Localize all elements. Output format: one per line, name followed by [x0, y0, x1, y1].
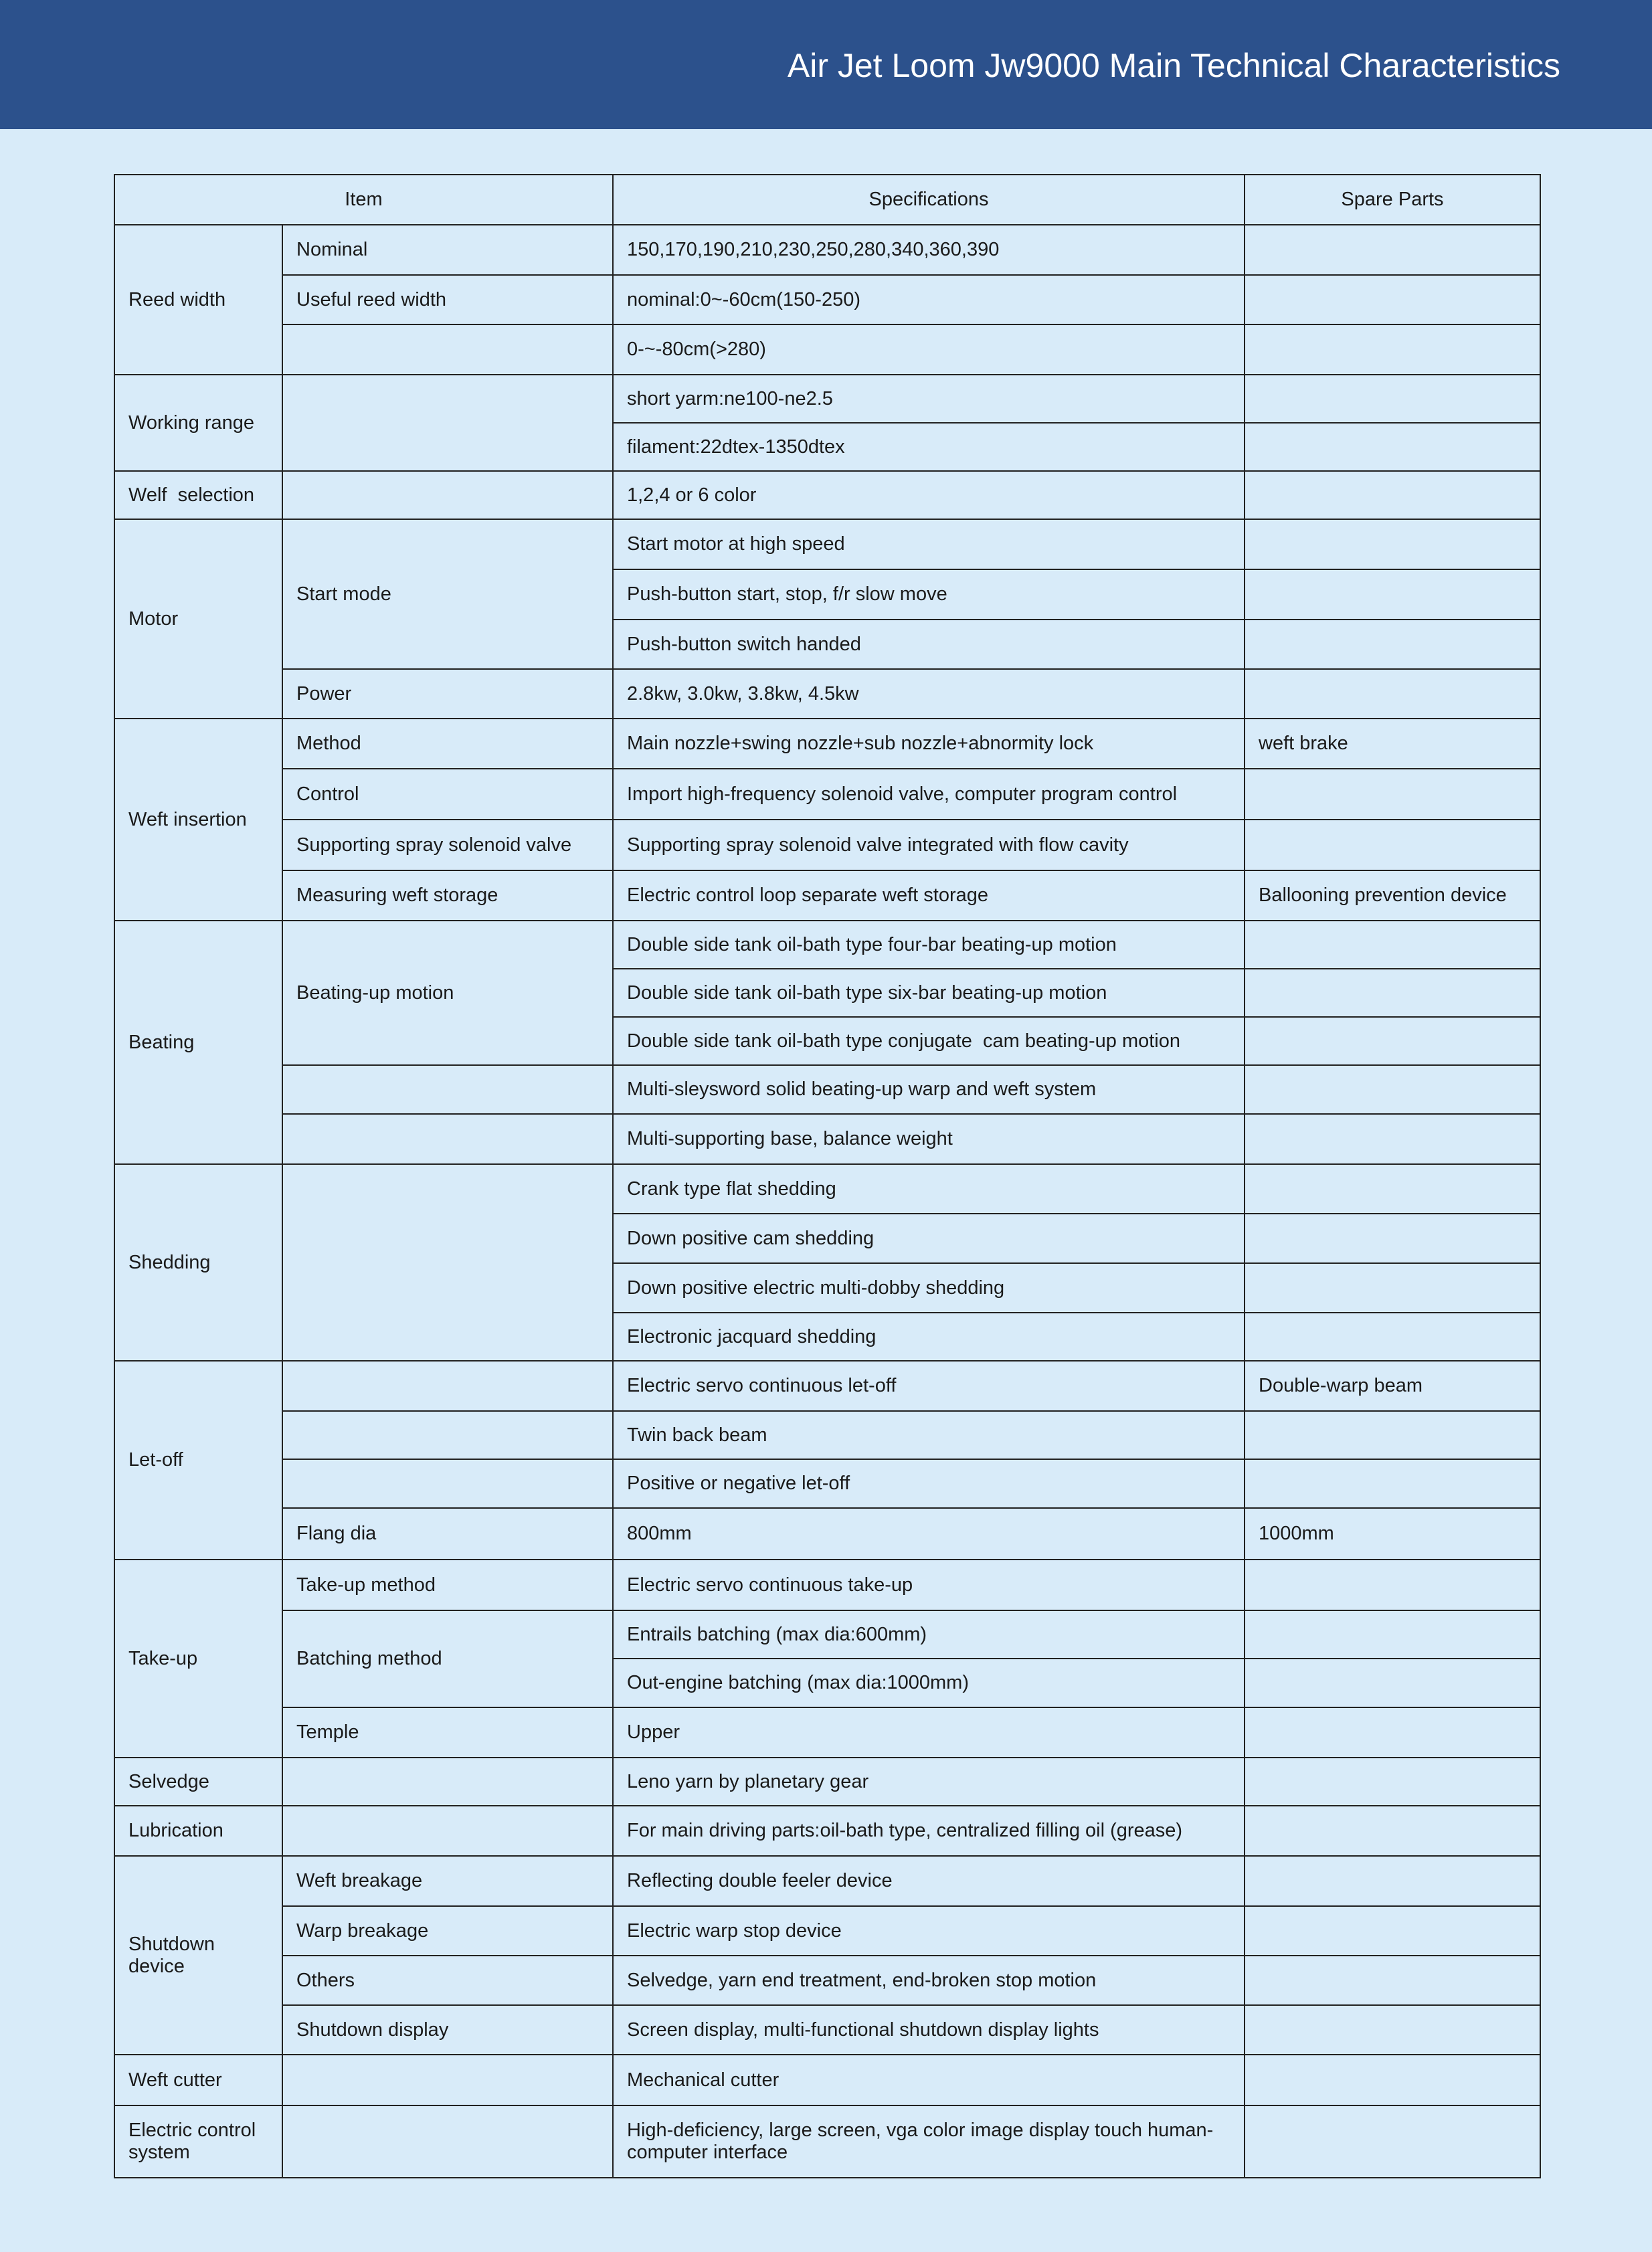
sub-item-cell: Useful reed width: [282, 275, 613, 324]
spare-cell: Double-warp beam: [1245, 1361, 1540, 1411]
spec-cell: 150,170,190,210,230,250,280,340,360,390: [613, 225, 1245, 275]
table-row: [114, 225, 1540, 275]
sub-item-cell: [282, 2105, 613, 2178]
category-cell: Take-up: [114, 1560, 282, 1758]
spec-cell: Down positive cam shedding: [613, 1214, 1245, 1263]
category-cell: Welf selection: [114, 471, 282, 519]
sub-item-cell: Shutdown display: [282, 2005, 613, 2055]
sub-item-cell: Start mode: [282, 519, 613, 669]
spare-cell: [1245, 2005, 1540, 2055]
spare-cell: [1245, 324, 1540, 375]
spare-cell: [1245, 1114, 1540, 1164]
header-banner: [0, 0, 1652, 129]
category-cell: Selvedge: [114, 1758, 282, 1806]
table-row: [114, 1361, 1540, 1411]
sub-item-cell: Weft breakage: [282, 1856, 613, 1906]
table-row: [114, 1560, 1540, 1610]
spec-cell: nominal:0~-60cm(150-250): [613, 275, 1245, 324]
spec-cell: Double side tank oil-bath type four-bar beating-up motion: [613, 921, 1245, 969]
sub-item-cell: [282, 471, 613, 519]
spare-cell: 1000mm: [1245, 1508, 1540, 1560]
spec-cell: High-deficiency, large screen, vga color image display touch human-computer interface: [613, 2105, 1245, 2178]
spare-cell: [1245, 225, 1540, 275]
spec-cell: Multi-supporting base, balance weight: [613, 1114, 1245, 1164]
table-row: [114, 719, 1540, 769]
table-row: [114, 375, 1540, 423]
sub-item-cell: Method: [282, 719, 613, 769]
spare-cell: [1245, 669, 1540, 719]
spare-cell: [1245, 1164, 1540, 1214]
table-row: [114, 2105, 1540, 2178]
spare-cell: [1245, 2055, 1540, 2105]
spare-cell: [1245, 769, 1540, 820]
spec-cell: Twin back beam: [613, 1411, 1245, 1459]
spec-cell: Mechanical cutter: [613, 2055, 1245, 2105]
spec-cell: Double side tank oil-bath type conjugate cam beating-up motion: [613, 1017, 1245, 1065]
sub-item-cell: Temple: [282, 1707, 613, 1758]
sub-item-cell: [282, 1065, 613, 1114]
sub-item-cell: [282, 2055, 613, 2105]
spec-cell: Reflecting double feeler device: [613, 1856, 1245, 1906]
spec-cell: Electronic jacquard shedding: [613, 1313, 1245, 1361]
spec-cell: Selvedge, yarn end treatment, end-broken stop motion: [613, 1956, 1245, 2005]
spare-cell: [1245, 1610, 1540, 1659]
spare-cell: [1245, 820, 1540, 870]
table-row: [114, 1707, 1540, 1758]
spare-cell: Ballooning prevention device: [1245, 870, 1540, 921]
table-row: [114, 1065, 1540, 1114]
spec-cell: filament:22dtex-1350dtex: [613, 423, 1245, 471]
table-row: [114, 1610, 1540, 1659]
sub-item-cell: [282, 375, 613, 471]
spare-cell: [1245, 1459, 1540, 1508]
table-row: [114, 2005, 1540, 2055]
spec-cell: Electric servo continuous take-up: [613, 1560, 1245, 1610]
table-row: [114, 519, 1540, 569]
spare-cell: [1245, 620, 1540, 669]
sub-item-cell: [282, 1758, 613, 1806]
table-row: [114, 1906, 1540, 1956]
spec-cell: Push-button switch handed: [613, 620, 1245, 669]
spare-cell: [1245, 423, 1540, 471]
sub-item-cell: Measuring weft storage: [282, 870, 613, 921]
spec-cell: Crank type flat shedding: [613, 1164, 1245, 1214]
spec-cell: short yarm:ne100-ne2.5: [613, 375, 1245, 423]
table-row: [114, 1164, 1540, 1214]
spare-cell: [1245, 375, 1540, 423]
spec-cell: 800mm: [613, 1508, 1245, 1560]
spare-cell: [1245, 1065, 1540, 1114]
table-row: [114, 1411, 1540, 1459]
sub-item-cell: [282, 1806, 613, 1856]
sub-item-cell: Warp breakage: [282, 1906, 613, 1956]
spare-cell: [1245, 1263, 1540, 1313]
table-row: [114, 1758, 1540, 1806]
spare-cell: [1245, 1659, 1540, 1707]
header-specifications: Specifications: [613, 175, 1245, 225]
spare-cell: [1245, 471, 1540, 519]
category-cell: Weft cutter: [114, 2055, 282, 2105]
spec-cell: Screen display, multi-functional shutdown display lights: [613, 2005, 1245, 2055]
table-row: [114, 275, 1540, 324]
spec-cell: For main driving parts:oil-bath type, centralized filling oil (grease): [613, 1806, 1245, 1856]
spare-cell: [1245, 1707, 1540, 1758]
spec-cell: Multi-sleysword solid beating-up warp and weft system: [613, 1065, 1245, 1114]
spec-cell: Entrails batching (max dia:600mm): [613, 1610, 1245, 1659]
sub-item-cell: [282, 1459, 613, 1508]
table-row: [114, 1459, 1540, 1508]
sub-item-cell: Batching method: [282, 1610, 613, 1707]
table-row: [114, 1806, 1540, 1856]
category-cell: Reed width: [114, 225, 282, 375]
category-cell: Electric control system: [114, 2105, 282, 2178]
table-header-row: [114, 175, 1540, 225]
spec-cell: Push-button start, stop, f/r slow move: [613, 569, 1245, 620]
sub-item-cell: [282, 1361, 613, 1411]
category-cell: Beating: [114, 921, 282, 1164]
spec-cell: Electric servo continuous let-off: [613, 1361, 1245, 1411]
category-cell: Weft insertion: [114, 719, 282, 921]
sub-item-cell: Nominal: [282, 225, 613, 275]
spec-cell: Upper: [613, 1707, 1245, 1758]
spare-cell: [1245, 2105, 1540, 2178]
spec-cell: Down positive electric multi-dobby shedding: [613, 1263, 1245, 1313]
category-cell: Working range: [114, 375, 282, 471]
sub-item-cell: Beating-up motion: [282, 921, 613, 1065]
spare-cell: [1245, 1560, 1540, 1610]
page-title: Air Jet Loom Jw9000 Main Technical Characteristics: [787, 47, 1560, 84]
category-cell: Shutdown device: [114, 1856, 282, 2055]
sub-item-cell: [282, 1411, 613, 1459]
sub-item-cell: Flang dia: [282, 1508, 613, 1560]
spare-cell: [1245, 1758, 1540, 1806]
category-cell: Let-off: [114, 1361, 282, 1560]
table-row: [114, 820, 1540, 870]
spare-cell: [1245, 921, 1540, 969]
table-row: [114, 1114, 1540, 1164]
header-item: Item: [114, 175, 613, 225]
sub-item-cell: [282, 1164, 613, 1361]
sub-item-cell: Take-up method: [282, 1560, 613, 1610]
spare-cell: [1245, 1806, 1540, 1856]
spare-cell: [1245, 1214, 1540, 1263]
spec-cell: Import high-frequency solenoid valve, computer program control: [613, 769, 1245, 820]
spare-cell: [1245, 1956, 1540, 2005]
spec-cell: Leno yarn by planetary gear: [613, 1758, 1245, 1806]
category-cell: Lubrication: [114, 1806, 282, 1856]
table-row: [114, 870, 1540, 921]
spare-cell: [1245, 969, 1540, 1017]
table-row: [114, 1508, 1540, 1560]
sub-item-cell: Others: [282, 1956, 613, 2005]
spec-cell: 0-~-80cm(>280): [613, 324, 1245, 375]
spare-cell: weft brake: [1245, 719, 1540, 769]
sub-item-cell: Control: [282, 769, 613, 820]
spare-cell: [1245, 1411, 1540, 1459]
table-row: [114, 324, 1540, 375]
spec-cell: 2.8kw, 3.0kw, 3.8kw, 4.5kw: [613, 669, 1245, 719]
spec-cell: Main nozzle+swing nozzle+sub nozzle+abnormity lock: [613, 719, 1245, 769]
sub-item-cell: Supporting spray solenoid valve: [282, 820, 613, 870]
spec-cell: Positive or negative let-off: [613, 1459, 1245, 1508]
table-row: [114, 471, 1540, 519]
spec-cell: Double side tank oil-bath type six-bar beating-up motion: [613, 969, 1245, 1017]
spec-cell: 1,2,4 or 6 color: [613, 471, 1245, 519]
spec-cell: Supporting spray solenoid valve integrated with flow cavity: [613, 820, 1245, 870]
sub-item-cell: [282, 1114, 613, 1164]
table-row: [114, 1956, 1540, 2005]
spare-cell: [1245, 275, 1540, 324]
sub-item-cell: [282, 324, 613, 375]
spare-cell: [1245, 1017, 1540, 1065]
sub-item-cell: Power: [282, 669, 613, 719]
spare-cell: [1245, 1856, 1540, 1906]
table-row: [114, 921, 1540, 969]
spec-cell: Start motor at high speed: [613, 519, 1245, 569]
table-row: [114, 2055, 1540, 2105]
spare-cell: [1245, 1906, 1540, 1956]
spec-cell: Electric warp stop device: [613, 1906, 1245, 1956]
table-row: [114, 769, 1540, 820]
spec-cell: Out-engine batching (max dia:1000mm): [613, 1659, 1245, 1707]
table-row: [114, 1856, 1540, 1906]
spec-cell: Electric control loop separate weft storage: [613, 870, 1245, 921]
spare-cell: [1245, 519, 1540, 569]
spare-cell: [1245, 1313, 1540, 1361]
category-cell: Motor: [114, 519, 282, 719]
spec-table: [114, 174, 1541, 2178]
table-row: [114, 669, 1540, 719]
category-cell: Shedding: [114, 1164, 282, 1361]
header-spare-parts: Spare Parts: [1245, 175, 1540, 225]
spare-cell: [1245, 569, 1540, 620]
